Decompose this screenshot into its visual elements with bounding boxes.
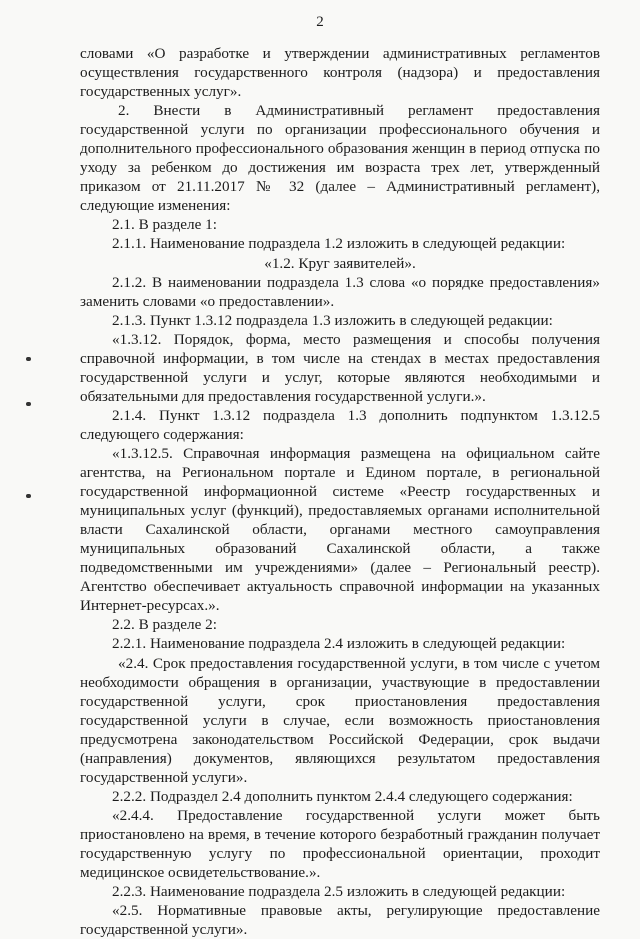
paragraph: 2.1.1. Наименование подраздела 1.2 изложить в следующей редакции: [112, 235, 566, 253]
paragraph: 2.2.1. Наименование подраздела 2.4 изложить в следующей редакции: [112, 635, 566, 653]
document-body [80, 44, 600, 939]
paragraph: «1.3.12. Порядок, форма, место размещения и способы получения справочной информации, в том числе на стендах в местах предоставления государственной услуги и услуг, которые являются необходимыми и обязательными для предоставления государственной услуги.». [80, 330, 600, 405]
paragraph: 2.1.4. Пункт 1.3.12 подраздела 1.3 дополнить подпунктом 1.3.12.5 следующего содержания: [80, 406, 600, 443]
paragraph: 2.1. В разделе 1: [112, 216, 217, 234]
margin-mark [26, 402, 31, 406]
paragraph: «1.3.12.5. Справочная информация размещена на официальном сайте агентства, на Региональном портале и Едином портале, в региональной государственной информационной системе «Реестр государственных и муниципальных услуг (функций), предоставляемых органами исполнительной власти Сахалинской области, органами местного самоуправления муниципальных образований Сахалинской области, а также подведомственными им учреждениями» (далее – Региональный реестр). Агентство обеспечивает актуальность справочной информации на указанных Интернет-ресурсах.». [80, 444, 600, 615]
page-number: 2 [316, 14, 324, 30]
paragraph: 2.1.3. Пункт 1.3.12 подраздела 1.3 изложить в следующей редакции: [112, 311, 553, 329]
paragraph: «2.4.4. Предоставление государственной услуги может быть приостановлено на время, в течение которого безработный гражданин получает государственную услугу по профессиональной ориентации, проходит медицинское освидетельствование.». [80, 806, 600, 882]
paragraph: «1.2. Круг заявителей». [264, 254, 416, 272]
paragraph: 2.1.2. В наименовании подраздела 1.3 слова «о порядке предоставления» заменить словами «о предоставлении». [80, 273, 600, 310]
paragraph: 2.2.3. Наименование подраздела 2.5 изложить в следующей редакции: [112, 883, 566, 901]
paragraph: «2.4. Срок предоставления государственной услуги, в том числе с учетом необходимости обращения в организации, участвующие в предоставлении государственной услуги, срок приостановления предоставления государственной услуги в случае, если возможность приостановления предусмотрена законодательством Российской Федерации, срок выдачи (направления) документов, являющихся результатом предоставления государственной услуги». [80, 654, 600, 786]
margin-mark [26, 357, 31, 361]
paragraph: 2.2.2. Подраздел 2.4 дополнить пунктом 2.4.4 следующего содержания: [112, 787, 573, 805]
margin-mark [26, 494, 31, 498]
paragraph: 2. Внести в Административный регламент предоставления государственной услуги по организации профессионального обучения и дополнительного профессионального образования женщин в период отпуска по уходу за ребенком до достижения им возраста трех лет, утвержденный приказом от 21.11.2017 № 32 (далее – Административный регламент), следующие изменения: [80, 102, 600, 215]
paragraph: словами «О разработке и утверждении административных регламентов осуществления государственного контроля (надзора) и предоставления государственных услуг». [80, 45, 600, 101]
paragraph: 2.2. В разделе 2: [112, 616, 217, 634]
paragraph: «2.5. Нормативные правовые акты, регулирующие предоставление государственной услуги». [80, 902, 600, 939]
